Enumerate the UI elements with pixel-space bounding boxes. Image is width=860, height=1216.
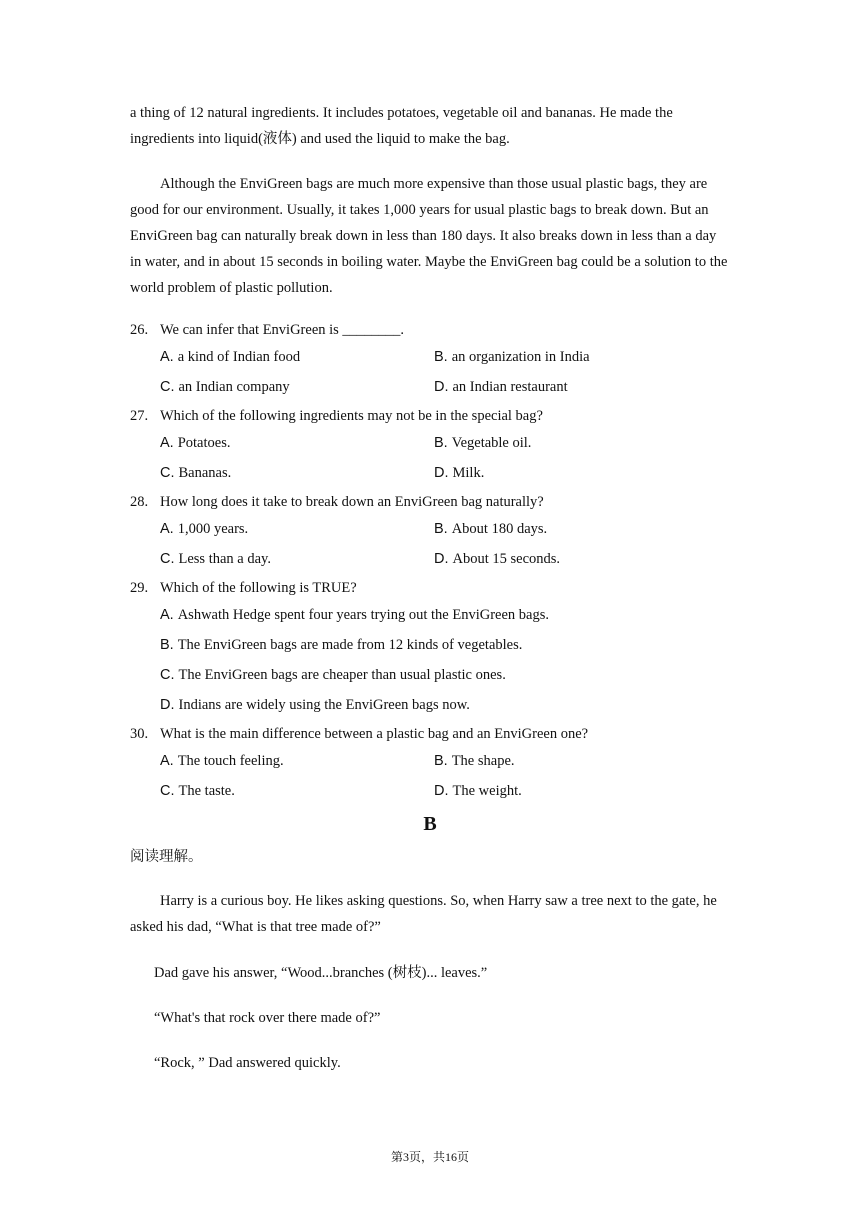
passage-b-paragraph-1: Harry is a curious boy. He likes asking questions. So, when Harry saw a tree next to the gate, he asked his dad, “What is that tree made of?” [130, 893, 717, 935]
question-30 [130, 721, 730, 747]
question-29 [130, 575, 730, 601]
q29-option-c: C. The EnviGreen bags are cheaper than usual plastic ones. [160, 667, 506, 683]
question-text: Which of the following ingredients may not be in the special bag? [160, 408, 543, 424]
q26-option-b: B. an organization in India [434, 349, 590, 365]
q26-option-d: D. an Indian restaurant [434, 379, 568, 395]
question-text: What is the main difference between a plastic bag and an EnviGreen one? [160, 726, 589, 742]
q29-option-a: A. Ashwath Hedge spent four years trying out the EnviGreen bags. [160, 607, 549, 623]
question-number: 28. [130, 494, 149, 510]
section-instruction: 阅读理解。 [130, 849, 203, 865]
section-heading: B [423, 813, 437, 835]
q26-option-a: A. a kind of Indian food [160, 349, 301, 365]
q30-option-d: D. The weight. [434, 783, 522, 799]
q27-option-c: C. Bananas. [160, 465, 232, 481]
question-text: Which of the following is TRUE? [160, 580, 357, 596]
q30-option-a: A. The touch feeling. [160, 753, 284, 769]
question-27 [130, 403, 730, 429]
passage-a-paragraph-2: Although the EnviGreen bags are much more expensive than those usual plastic bags, they are good for our environment. Usually, it takes 1,000 years for usual plastic bags to break down. But an EnviGreen bag can naturally break down in less than 180 days. It also breaks down in less than a day in water, and in about 15 seconds in boiling water. Maybe the EnviGreen bag could be a solution to the world problem of plastic pollution. [130, 176, 728, 296]
q28-option-c: C. Less than a day. [160, 551, 271, 567]
q30-option-c: C. The taste. [160, 783, 235, 799]
question-28 [130, 489, 730, 515]
question-text: We can infer that EnviGreen is ________. [160, 322, 405, 338]
question-number: 29. [130, 580, 149, 596]
question-text: How long does it take to break down an EnviGreen bag naturally? [160, 494, 544, 510]
passage-b-paragraph-4: “Rock, ” Dad answered quickly. [154, 1055, 341, 1071]
q28-option-b: B. About 180 days. [434, 521, 548, 537]
q28-option-d: D. About 15 seconds. [434, 551, 561, 567]
q29-option-b: B. The EnviGreen bags are made from 12 kinds of vegetables. [160, 637, 523, 653]
q30-option-b: B. The shape. [434, 753, 515, 769]
question-number: 30. [130, 726, 149, 742]
question-26 [130, 317, 730, 343]
question-number: 27. [130, 408, 149, 424]
passage-b-paragraph-2: Dad gave his answer, “Wood...branches (树枝)... leaves.” [154, 965, 488, 981]
q29-option-d: D. Indians are widely using the EnviGreen bags now. [160, 697, 470, 713]
q26-option-c: C. an Indian company [160, 379, 290, 395]
page-footer: 第3页，共16页 [390, 1150, 469, 1164]
question-number: 26. [130, 322, 149, 338]
q27-option-a: A. Potatoes. [160, 435, 231, 451]
passage-a-paragraph-1: a thing of 12 natural ingredients. It includes potatoes, vegetable oil and bananas. He made the ingredients into liquid(液体) and used the liquid to make the bag. [130, 105, 673, 147]
q28-option-a: A. 1,000 years. [160, 521, 249, 537]
q27-option-b: B. Vegetable oil. [434, 435, 532, 451]
passage-b-paragraph-3: “What's that rock over there made of?” [154, 1010, 381, 1026]
q27-option-d: D. Milk. [434, 465, 485, 481]
